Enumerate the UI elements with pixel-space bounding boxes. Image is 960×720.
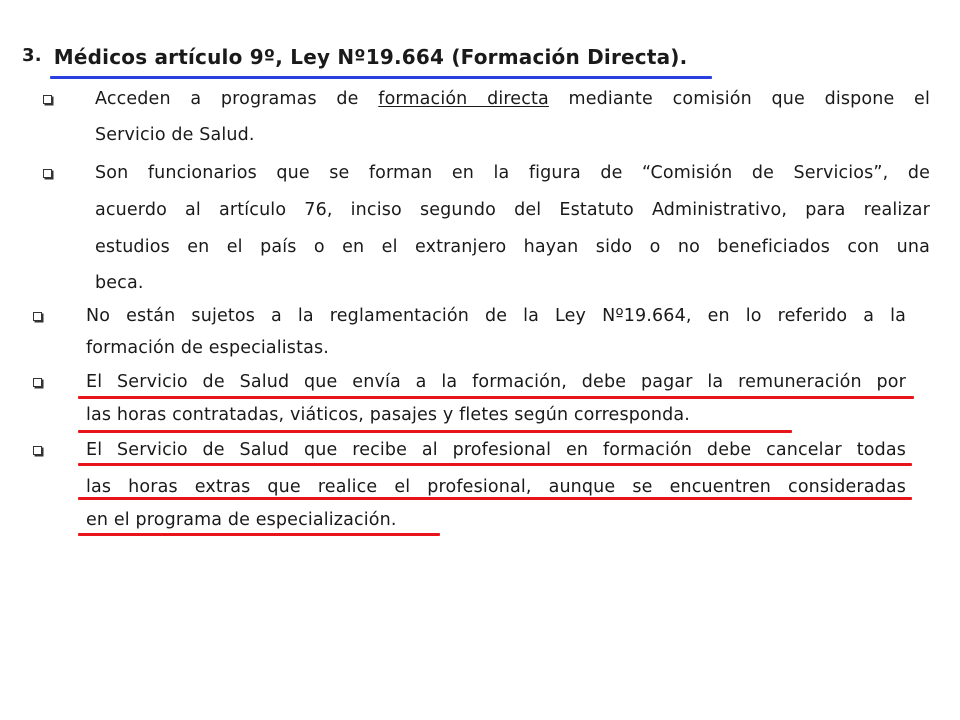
- item-1-line-2: Servicio de Salud.: [95, 125, 255, 145]
- item-3-line-2: formación de especialistas.: [86, 338, 329, 358]
- section-title: Médicos artículo 9º, Ley Nº19.664 (Formación Directa).: [53, 45, 688, 69]
- highlight-underline: [78, 430, 792, 433]
- highlight-underline: [78, 497, 912, 500]
- bullet-icon: [43, 169, 52, 178]
- item-4-line-1: El Servicio de Salud que envía a la formación, debe pagar la remuneración por: [86, 372, 906, 392]
- item-5-line-2: las horas extras que realice el profesional, aunque se encuentren consideradas: [86, 477, 906, 497]
- highlight-underline: [78, 533, 440, 536]
- item-2-line-2: acuerdo al artículo 76, inciso segundo del Estatuto Administrativo, para realizar: [95, 200, 930, 220]
- item-1-text-before: Acceden a programas de: [95, 89, 379, 109]
- item-1-text-after: mediante comisión que dispone el: [548, 89, 930, 109]
- section-number: 3.: [22, 45, 42, 66]
- item-1-line-1: [95, 89, 930, 109]
- highlight-underline: [78, 396, 914, 399]
- item-5-line-3: en el programa de especialización.: [86, 510, 397, 530]
- section-heading: [22, 45, 687, 69]
- item-1-underlined-term: formación directa: [378, 89, 549, 109]
- item-2-line-1: Son funcionarios que se forman en la figura de “Comisión de Servicios”, de: [95, 163, 930, 183]
- bullet-icon: [33, 446, 42, 455]
- item-3-line-1: No están sujetos a la reglamentación de la Ley Nº19.664, en lo referido a la: [86, 306, 906, 326]
- highlight-underline: [78, 463, 912, 466]
- bullet-icon: [33, 378, 42, 387]
- item-5-line-1: El Servicio de Salud que recibe al profesional en formación debe cancelar todas: [86, 440, 906, 460]
- item-2-line-4: beca.: [95, 273, 144, 293]
- bullet-icon: [43, 95, 52, 104]
- bullet-icon: [33, 312, 42, 321]
- heading-blue-underline: [50, 76, 712, 79]
- item-2-line-3: estudios en el país o en el extranjero hayan sido o no beneficiados con una: [95, 237, 930, 257]
- item-4-line-2: las horas contratadas, viáticos, pasajes y fletes según corresponda.: [86, 405, 690, 425]
